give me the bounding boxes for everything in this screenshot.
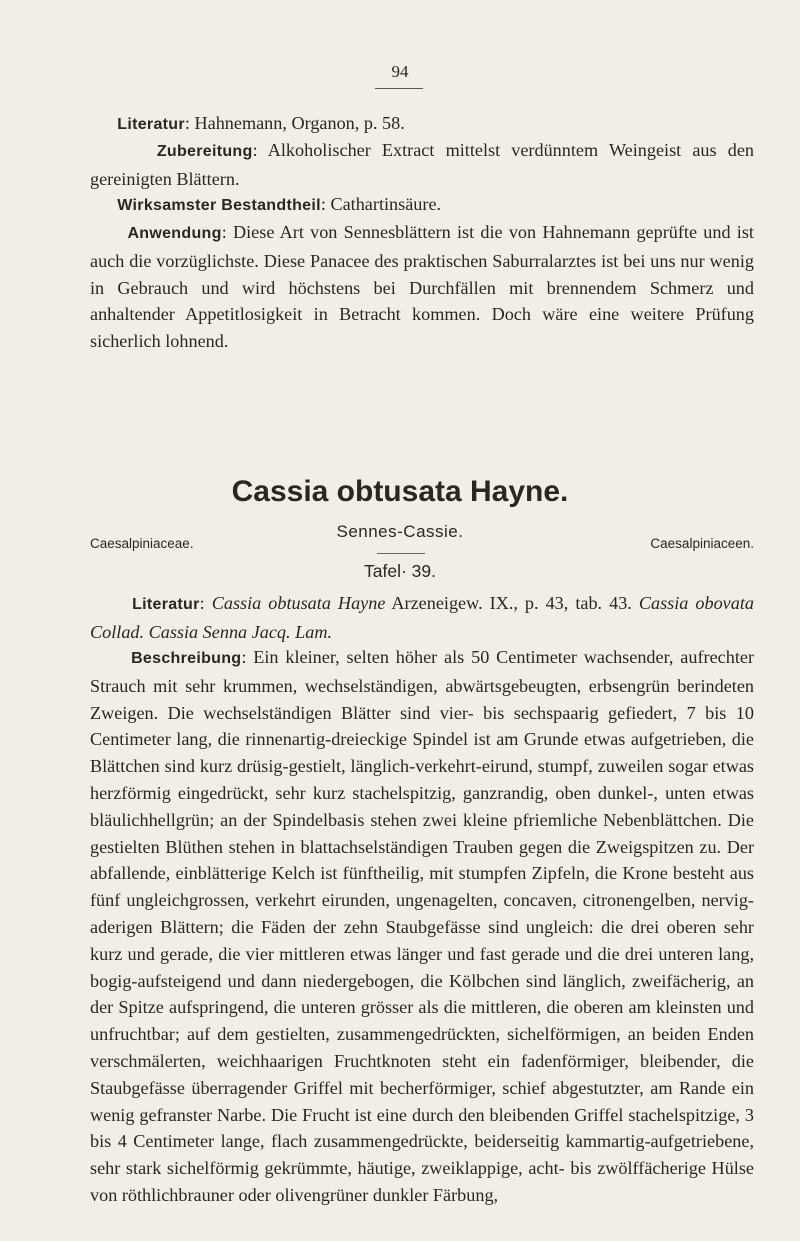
heading-rule bbox=[377, 553, 425, 554]
plate-number: Tafel· 39. bbox=[364, 561, 436, 581]
literatur-species-italic: Cassia obtusata Hayne bbox=[211, 593, 386, 613]
page-number: 94 bbox=[391, 62, 409, 81]
literatur-text-1: : Hahnemann, Organon, p. 58. bbox=[184, 113, 405, 133]
species-common-name: Sennes-Cassie. bbox=[336, 522, 464, 541]
literatur-paragraph-1 bbox=[90, 110, 754, 139]
zubereitung-text: : Alkoholischer Extract mittelst verdünntem Weingeist aus den gereinigten Blättern. bbox=[90, 140, 754, 189]
zubereitung-label: Zubereitung bbox=[156, 143, 253, 160]
literatur-citation-2: Arzeneigew. IX., p. 43, tab. 43. bbox=[385, 593, 639, 613]
page-number-rule bbox=[375, 88, 423, 89]
beschreibung-paragraph bbox=[90, 644, 754, 1209]
family-german: Caesalpiniaceen. bbox=[650, 536, 754, 551]
literatur-label-1: Literatur bbox=[117, 116, 185, 133]
beschreibung-text: : Ein kleiner, selten höher als 50 Centimeter wachsender, aufrechter Strauch mit sehr krummen, wechselständigen, abwärtsgebeugten, erbsengrün berindeten Zweigen. Die wechselständigen Blätter sind vier- bis sechspaarig gefiedert, 7 bis 10 Centimeter lang, die rinnenartig-dreieckige Spindel ist am Grunde etwas aufgetrieben, die Blättchen sind kurz drüsig-gestielt, länglich-verkehrt-eirund, stumpf, zuweilen sogar etwas herzförmig eingedrückt, sehr kurz stachelspitzig, ganzrandig, oben dunkel-, unten etwas bläulichhellgrün; an der Spindelbasis stehen zwei kleine pfriemliche Nebenblättchen. Die gestielten Blüthen stehen in blattachselständigen Trauben gegen die Zweigspitzen zu. Der abfallende, einblätterige Kelch ist fünftheilig, mit stumpfen Zipfeln, die Krone besteht aus fünf ungleichgrossen, verkehrt eirunden, ungenagelten, concaven, citronengelben, nervig-aderigen Blättern; die Fäden der zehn Staubgefässe sind ungleich: die drei oberen sehr kurz und gerade, die vier mittleren etwas länger und fast gerade und die drei unteren lang, bogig-aufsteigend und dann niedergebogen, die Kölbchen sind länglich, zweifächerig, an der Spitze aufspringend, die unteren grösser als die mittleren, die oberen am kleinsten und unfruchtbar; auf dem gestielten, zusammengedrückten, sichelförmigen, an beiden Enden verschmälerten, weichhaarigen Fruchtknoten steht ein fadenförmiger, bleibender, die Staubgefässe überragender Griffel mit becherförmiger, schief abgestutzter, am Rande ein wenig gefranster Narbe. Die Frucht ist eine durch den bleibenden Griffel stachelspitzige, 3 bis 4 Centimeter lange, flach zusammengedrückte, beiderseitig kammartig-aufgetriebene, sehr stark sichelförmig gekrümmte, häutige, zweiklappige, acht- bis zwölffächerige Hülse von röthlichbrauner oder olivengrüner dunkler Färbung, bbox=[90, 647, 754, 1205]
family-latin: Caesalpiniaceae. bbox=[90, 536, 194, 551]
wirksamster-text: : Cathartinsäure. bbox=[320, 194, 442, 214]
wirksamster-label: Wirksamster Bestandtheil bbox=[117, 197, 321, 214]
zubereitung-paragraph bbox=[90, 137, 754, 193]
literatur-label-2: Literatur bbox=[132, 596, 200, 613]
wirksamster-paragraph bbox=[90, 191, 754, 220]
anwendung-label: Anwendung bbox=[127, 225, 222, 242]
species-title: Cassia obtusata Hayne. bbox=[231, 475, 569, 508]
anwendung-paragraph bbox=[90, 219, 754, 355]
literatur-colon-2: : bbox=[199, 593, 212, 613]
beschreibung-label: Beschreibung bbox=[131, 650, 242, 667]
anwendung-text: : Diese Art von Sennesblättern ist die von Hahnemann geprüfte und ist auch die vorzüglichste. Diese Panacee des praktischen Saburralarztes ist bei uns nur wenig in Gebrauch und wird höchstens bei Durchfällen mit brennendem Schmerz und anhaltender Appetitlosigkeit in Betracht kommen. Doch wäre eine weitere Prüfung sicherlich lohnend. bbox=[90, 222, 754, 352]
literatur-synonyms-italic: Cassia obovata Collad. Cassia Senna Jacq. Lam. bbox=[90, 593, 754, 642]
literatur-paragraph-2 bbox=[90, 590, 754, 646]
